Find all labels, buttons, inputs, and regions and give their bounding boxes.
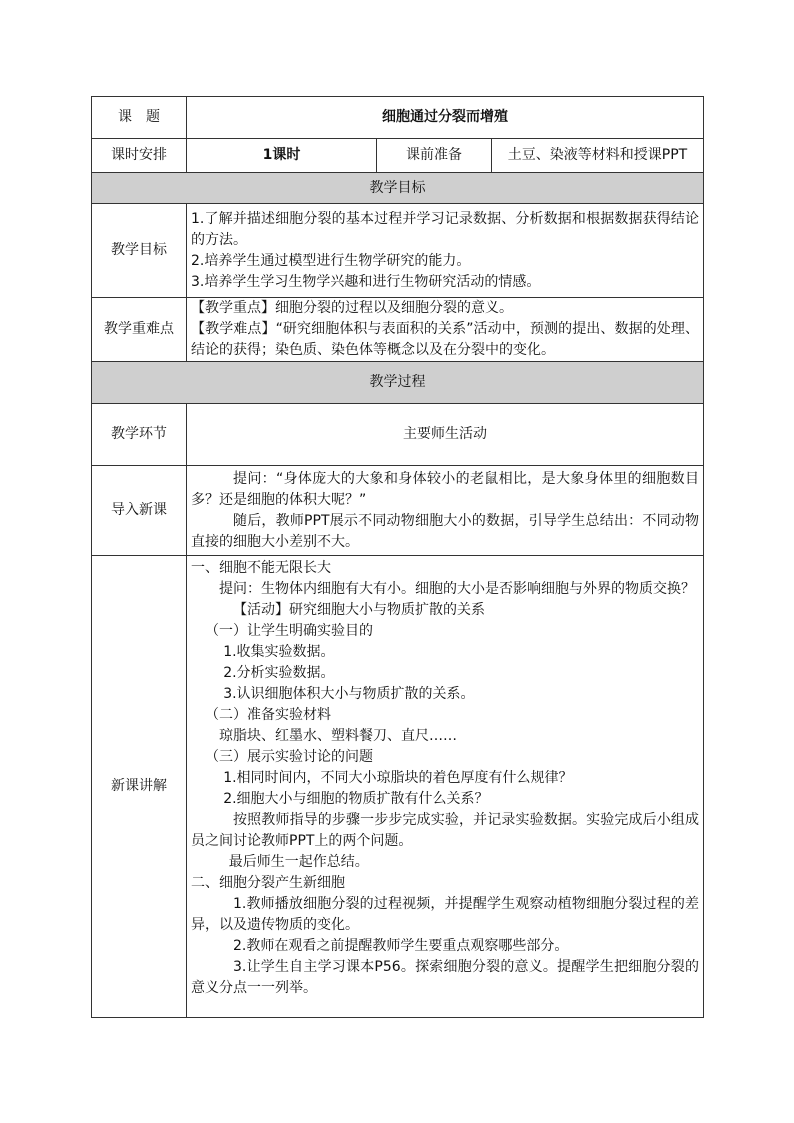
process-header-row [92,404,704,466]
goal-item: 1.了解并描述细胞分裂的基本过程并学习记录数据、分析数据和根据数据获得结论的方法。 [191,210,699,248]
keypoints-row [92,298,704,362]
process-section-row [92,362,704,404]
prep-label: 课前准备 [377,139,492,173]
lecture-list-item: 1.相同时间内，不同大小琼脂块的着色厚度有什么规律？ [223,770,573,786]
lecture-content [187,556,704,1018]
intro-label: 导入新课 [92,466,187,556]
lecture-label: 新课讲解 [92,556,187,1018]
intro-paragraph: 提问：“身体庞大的大象和身体较小的老鼠相比，是大象身体里的细胞数目多？还是细胞的体积大呢？” [191,470,699,508]
lecture-row [92,556,704,1018]
lecture-heading: 二、细胞分裂产生新细胞 [191,875,345,891]
goals-section-title: 教学目标 [92,173,704,204]
process-section-title: 教学过程 [92,362,704,404]
goal-item: 3.培养学生学习生物学兴趣和进行生物研究活动的情感。 [191,273,541,290]
process-col1-header: 教学环节 [92,404,187,466]
lecture-paragraph: 最后师生一起作总结。 [228,854,369,870]
key-point: 【教学重点】细胞分裂的过程以及细胞分裂的意义。 [191,300,513,316]
lecture-subheading: （三）展示实验讨论的问题 [205,749,373,765]
topic-row [92,97,704,139]
topic-title: 细胞通过分裂而增殖 [187,97,704,139]
intro-paragraph: 随后，教师PPT展示不同动物细胞大小的数据，引导学生总结出：不同动物直接的细胞大小差别不大。 [191,512,699,550]
lecture-list-item: 2.细胞大小与细胞的物质扩散有什么关系？ [223,791,489,807]
lecture-list-item: 1.收集实验数据。 [223,644,335,660]
hours-value: 1课时 [187,139,377,173]
goals-row [92,204,704,298]
goals-section-row [92,173,704,204]
keypoints-content [187,298,704,362]
schedule-row [92,139,704,173]
intro-content [187,466,704,556]
lecture-list-item: 2.分析实验数据。 [223,665,335,681]
lecture-paragraph: 1.教师播放细胞分裂的过程视频，并提醒学生观察动植物细胞分裂过程的差异，以及遗传物质的变化。 [191,896,699,933]
goal-item: 2.培养学生通过模型进行生物学研究的能力。 [191,252,471,269]
lecture-paragraph: 琼脂块、红墨水、塑料餐刀、直尺…… [219,728,457,744]
goals-content [187,204,704,298]
lecture-subheading: （二）准备实验材料 [205,707,331,723]
keypoints-label: 教学重难点 [92,298,187,362]
lesson-plan-table [91,96,704,1018]
lecture-paragraph: 提问：生物体内细胞有大有小。细胞的大小是否影响细胞与外界的物质交换？ [219,581,695,597]
lecture-paragraph: 按照教师指导的步骤一步步完成实验，并记录实验数据。实验完成后小组成员之间讨论教师PPT上的两个问题。 [191,812,699,849]
goals-label: 教学目标 [92,204,187,298]
intro-row [92,466,704,556]
lecture-activity: 【活动】研究细胞大小与物质扩散的关系 [233,602,485,618]
lecture-paragraph: 2.教师在观看之前提醒教师学生要重点观察哪些部分。 [233,938,569,954]
lecture-list-item: 3.认识细胞体积大小与物质扩散的关系。 [223,686,475,702]
topic-label: 课 题 [92,97,187,139]
hours-label: 课时安排 [92,139,187,173]
prep-value: 土豆、染液等材料和授课PPT [492,139,704,173]
lecture-paragraph: 3.让学生自主学习课本P56。探索细胞分裂的意义。提醒学生把细胞分裂的意义分点一一列举。 [191,959,699,996]
lecture-subheading: （一）让学生明确实验目的 [205,623,373,639]
process-col2-header: 主要师生活动 [187,404,704,466]
difficult-point: 【教学难点】“研究细胞体积与表面积的关系”活动中，预测的提出、数据的处理、结论的获得；染色质、染色体等概念以及在分裂中的变化。 [191,321,699,358]
lecture-heading: 一、细胞不能无限长大 [191,560,331,576]
